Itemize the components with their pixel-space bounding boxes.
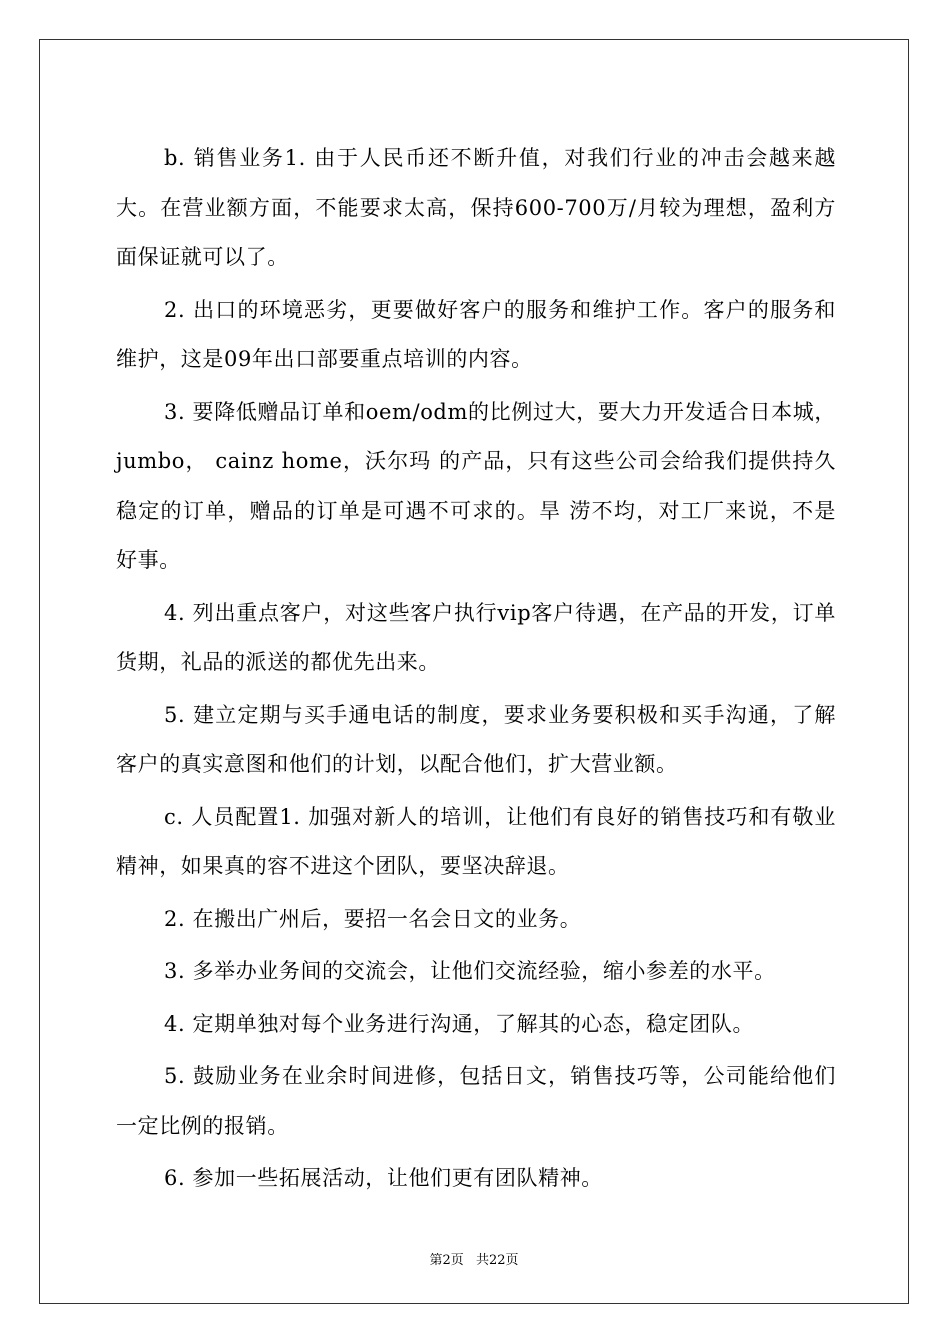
paragraph-sales-5: 5. 建立定期与买手通电话的制度，要求业务要积极和买手沟通，了解客户的真实意图和他们的计划，以配合他们，扩大营业额。 bbox=[116, 702, 836, 776]
paragraph-staff-2: 2. 在搬出广州后，要招一名会日文的业务。 bbox=[164, 906, 582, 931]
paragraph-sales-2: 2. 出口的环境恶劣，更要做好客户的服务和维护工作。客户的服务和维护，这是09年出口部要重点培训的内容。 bbox=[116, 297, 836, 371]
paragraph-staff-4: 4. 定期单独对每个业务进行沟通，了解其的心态，稳定团队。 bbox=[164, 1011, 755, 1036]
paragraph-staff-3: 3. 多举办业务间的交流会，让他们交流经验，缩小参差的水平。 bbox=[164, 959, 776, 983]
page-number: 第2页 bbox=[429, 1253, 464, 1268]
page-total: 共22页 bbox=[475, 1253, 519, 1268]
page-footer bbox=[40, 1249, 908, 1268]
paragraph-sales-1: b. 销售业务1. 由于人民币还不断升值，对我们行业的冲击会越来越大。在营业额方面，不能要求太高，保持600-700万/月较为理想，盈利方面保证就可以了。 bbox=[116, 146, 836, 269]
document-page bbox=[39, 39, 909, 1304]
document-body bbox=[116, 134, 836, 1207]
paragraph-staff-1: c. 人员配置1. 加强对新人的培训，让他们有良好的销售技巧和有敬业精神，如果真的容不进这个团队，要坚决辞退。 bbox=[116, 804, 836, 878]
paragraph-sales-4: 4. 列出重点客户，对这些客户执行vip客户待遇，在产品的开发，订单货期，礼品的派送的都优先出来。 bbox=[116, 600, 836, 674]
paragraph-staff-6: 6. 参加一些拓展活动，让他们更有团队精神。 bbox=[164, 1166, 603, 1190]
paragraph-staff-5: 5. 鼓励业务在业余时间进修，包括日文，销售技巧等，公司能给他们一定比例的报销。 bbox=[116, 1064, 836, 1138]
paragraph-sales-3: 3. 要降低赠品订单和oem/odm的比例过大，要大力开发适合日本城，jumbo， cainz home，沃尔玛 的产品，只有这些公司会给我们提供持久稳定的订单，赠品的订单是可遇不可求的。旱 涝不均，对工厂来说，不是好事。 bbox=[116, 399, 836, 572]
